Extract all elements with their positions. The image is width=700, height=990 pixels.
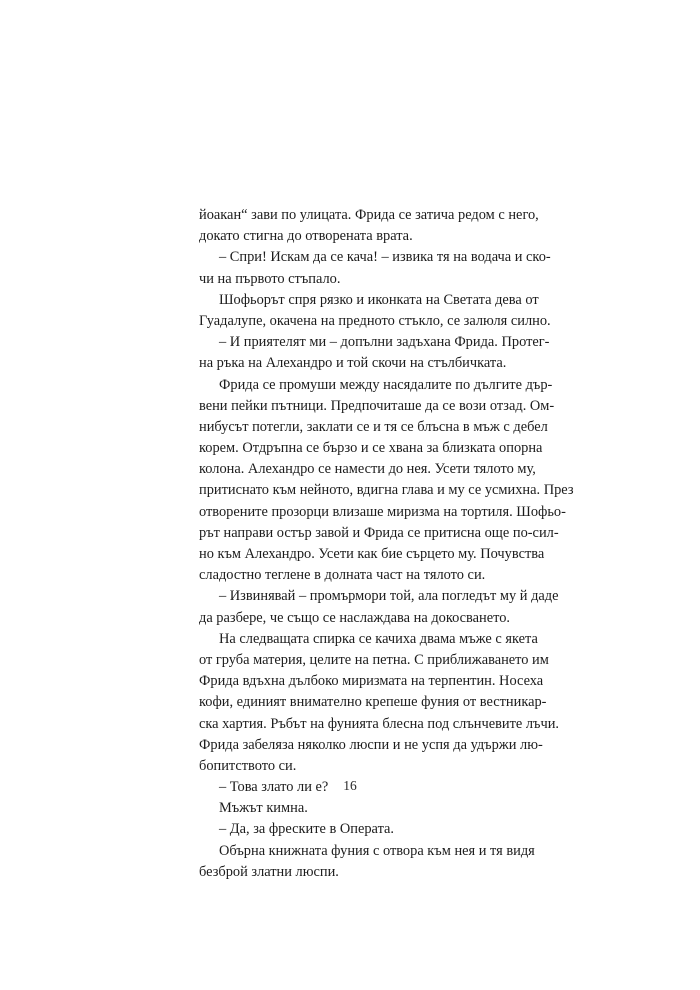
text-line: – Извинявай – промърмори той, ала погледът му й даде [219, 588, 559, 605]
text-line: докато стигна до отворената врата. [199, 228, 413, 245]
text-line: колона. Алехандро се намести до нея. Усети тялото му, [199, 461, 536, 478]
text-line: безброй златни люспи. [199, 863, 339, 880]
text-line: на ръка на Алехандро и той скочи на стълбичката. [199, 355, 507, 372]
text-line: – Да, за фреските в Операта. [219, 821, 395, 838]
text-line: – Това злато ли е? [219, 779, 329, 796]
text-line: кофи, единият внимателно крепеше фуния от вестникар- [199, 694, 547, 711]
page-number: 16 [343, 778, 357, 793]
text-line: – И приятелят ми – допълни задъхана Фрида. Протег- [219, 334, 550, 351]
text-line: Обърна книжната фуния с отвора към нея и тя видя [219, 842, 535, 859]
text-line: корем. Отдръпна се бързо и се хвана за близката опорна [199, 440, 543, 457]
text-line: нибусът потегли, заклати се и тя се блъсна в мъж с дебел [199, 418, 548, 435]
text-line: Шофьорът спря рязко и иконката на Светата дева от [219, 291, 539, 308]
text-line: ска хартия. Ръбът на фунията блесна под слънчевите лъчи. [199, 715, 560, 732]
text-line: бопитството си. [199, 757, 297, 774]
text-line: Мъжът кимна. [219, 800, 308, 817]
text-line: Фрида вдъхна дълбоко миризмата на терпентин. Носеха [199, 673, 544, 690]
text-line: но към Алехандро. Усети как бие сърцето му. Почувства [199, 546, 545, 562]
text-line: от груба материя, целите на петна. С приближаването им [199, 651, 549, 668]
text-line: вени пейки пътници. Предпочиташе да се вози отзад. Ом- [199, 397, 555, 414]
text-line: отворените прозорци влизаше миризма на тортиля. Шофьо- [199, 503, 566, 520]
text-line: На следващата спирка се качиха двама мъже с якета [219, 630, 538, 647]
text-line: Гуадалупе, окачена на предното стъкло, се залюля силно. [199, 312, 551, 329]
text-line: – Спри! Искам да се кача! – извика тя на водача и ско- [219, 249, 551, 266]
text-line: Фрида се промуши между насядалите по дългите дър- [219, 376, 553, 393]
text-line: рът направи остър завой и Фрида се притисна още по-сил- [199, 524, 559, 541]
text-line: йоакан“ зави по улицата. Фрида се затича редом с него, [199, 207, 539, 223]
text-line: да разбере, че също се наслаждава на докосването. [199, 609, 511, 626]
text-line: Фрида забеляза няколко люспи и не успя да удържи лю- [199, 736, 543, 753]
text-line: чи на първото стъпало. [199, 270, 341, 287]
text-line: сладостно теглене в долната част на тялото си. [199, 567, 486, 584]
text-line: притиснато към нейното, вдигна глава и му се усмихна. През [199, 482, 574, 499]
